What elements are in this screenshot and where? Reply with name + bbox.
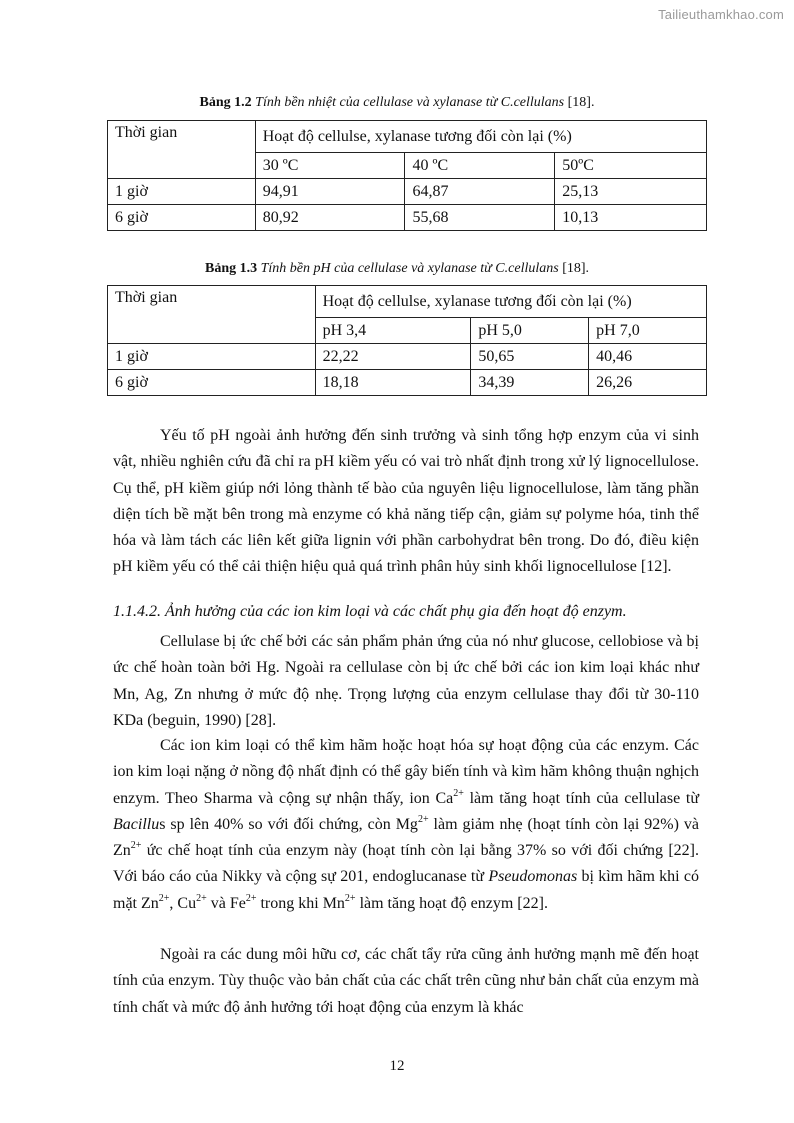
section-heading: 1.1.4.2. Ảnh hưởng của các ion kim loại và các chất phụ gia đến hoạt độ enzym. — [113, 603, 627, 620]
watermark: Tailieuthamkhao.com — [658, 7, 784, 22]
table-cell: 64,87 — [405, 179, 555, 205]
table-row — [108, 344, 707, 370]
paragraph-ph-effect: Yếu tố pH ngoài ảnh hưởng đến sinh trưởng và sinh tổng hợp enzym của vi sinh vật, nhiều nghiên cứu đã chỉ ra pH kiềm yếu có vai trò nhất định trong xử lý lignocellulose. Cụ thể, pH kiềm giúp nới lỏng thành tế bào của nguyên liệu lignocellulose, làm tăng phần diện tích bề mặt bên trong mà enzyme có khả năng tiếp cận, giảm sự polyme hóa, tinh thể hóa và làm tách các liên kết giữa lignin với phần carbohydrat bên trong. Do đó, điều kiện pH kiềm yếu có thể cải thiện hiệu quả quá trình phân hủy sinh khối lignocellulose [12]. — [113, 427, 699, 576]
table-caption-1 — [0, 95, 794, 111]
text-span: s sp lên 40% so với đối chứng, còn Mg — [159, 815, 418, 833]
text-span: và Fe — [206, 894, 246, 912]
table-cell: 94,91 — [255, 179, 405, 205]
text-span: làm giảm nhẹ (hoạt tính còn lại 92%) và Zn — [113, 815, 699, 860]
table-thermal-stability — [107, 120, 707, 231]
text-span: , Cu — [169, 894, 197, 912]
table-subheader: pH 5,0 — [471, 318, 589, 344]
page-number: 12 — [389, 1058, 405, 1074]
italic-species: Bacillu — [113, 815, 160, 833]
table-cell: 18,18 — [315, 370, 471, 396]
table-cell: 1 giờ — [108, 179, 256, 205]
table-row — [108, 205, 707, 231]
text-span: làm tăng hoạt độ enzym [22]. — [355, 894, 548, 912]
table-header-time: Thời gian — [108, 121, 256, 179]
table-subheader: 50ºC — [555, 153, 707, 179]
table-cell: 80,92 — [255, 205, 405, 231]
superscript: 2+ — [196, 892, 207, 904]
table-ref: [18]. — [567, 95, 595, 110]
table-cell: 25,13 — [555, 179, 707, 205]
table-subheader: pH 7,0 — [589, 318, 707, 344]
table-title: Tính bền nhiệt của cellulase và xylanase từ C.cellulans — [255, 95, 565, 110]
superscript: 2+ — [453, 787, 464, 799]
table-ph-stability — [107, 285, 707, 396]
paragraph-cellulase-inhibition: Cellulase bị ức chế bởi các sản phẩm phản ứng của nó như glucose, cellobiose và bị ức chế hoàn toàn bởi Hg. Ngoài ra cellulase còn bị ức chế bởi các ion kim loại khác như Mn, Ag, Zn nhưng ở mức độ nhẹ. Trọng lượng của enzym cellulase thay đổi từ 30-110 KDa (beguin, 1990) [28]. — [113, 633, 699, 729]
table-cell: 6 giờ — [108, 370, 316, 396]
superscript: 2+ — [245, 892, 257, 904]
superscript: 2+ — [130, 840, 142, 852]
table-row — [108, 179, 707, 205]
table-cell: 22,22 — [315, 344, 471, 370]
table-row — [108, 370, 707, 396]
table-cell: 50,65 — [471, 344, 589, 370]
text-span: làm tăng hoạt tính của cellulase từ — [463, 789, 700, 807]
table-cell: 55,68 — [405, 205, 555, 231]
table-cell: 26,26 — [589, 370, 707, 396]
paragraph-metal-ions — [113, 733, 699, 917]
table-cell: 1 giờ — [108, 344, 316, 370]
text-span: trong khi Mn — [256, 894, 345, 912]
table-header-group: Hoạt độ cellulse, xylanase tương đối còn lại (%) — [315, 286, 706, 318]
table-cell: 34,39 — [471, 370, 589, 396]
paragraph-solvents: Ngoài ra các dung môi hữu cơ, các chất tẩy rửa cũng ảnh hưởng mạnh mẽ đến hoạt tính của enzym. Tùy thuộc vào bản chất của các chất trên cũng như bản chất của enzym mà tính chất và mức độ ảnh hưởng tới hoạt động của enzym là khác — [113, 946, 699, 1016]
text-span: Các ion kim loại có thể kìm hãm hoặc hoạt hóa sự hoạt động của các enzym. Các ion kim loại nặng ở nồng độ nhất định có thể gây biến tính và kìm hãm không thuận nghịch enzym. Theo Sharma và cộng sự nhận thấy, ion Ca — [113, 737, 699, 807]
table-label: Bảng 1.3 — [204, 261, 258, 276]
table-header-group: Hoạt độ cellulse, xylanase tương đối còn lại (%) — [255, 121, 706, 153]
table-cell: 40,46 — [589, 344, 707, 370]
text-span: ức chế hoạt tính của enzym này (hoạt tính còn lại bằng 37% so với đối chứng [22]. Với báo cáo của Nikky và cộng sự 201, endoglucanase từ — [113, 842, 699, 886]
table-cell: 10,13 — [555, 205, 707, 231]
table-title: Tính bền pH của cellulase và xylanase từ C.cellulans — [260, 261, 559, 276]
superscript: 2+ — [417, 813, 429, 825]
table-header-time: Thời gian — [108, 286, 316, 344]
italic-species: Pseudomonas — [488, 868, 578, 886]
text-span: bị kìm hãm khi có mặt Zn — [113, 868, 699, 912]
table-cell: 6 giờ — [108, 205, 256, 231]
table-subheader: 40 ºC — [405, 153, 555, 179]
table-subheader: pH 3,4 — [315, 318, 471, 344]
table-label: Bảng 1.2 — [199, 95, 252, 110]
table-caption-2 — [0, 261, 794, 277]
table-ref: [18]. — [562, 261, 590, 276]
superscript: 2+ — [158, 892, 170, 904]
table-subheader: 30 ºC — [255, 153, 405, 179]
superscript: 2+ — [344, 892, 356, 904]
